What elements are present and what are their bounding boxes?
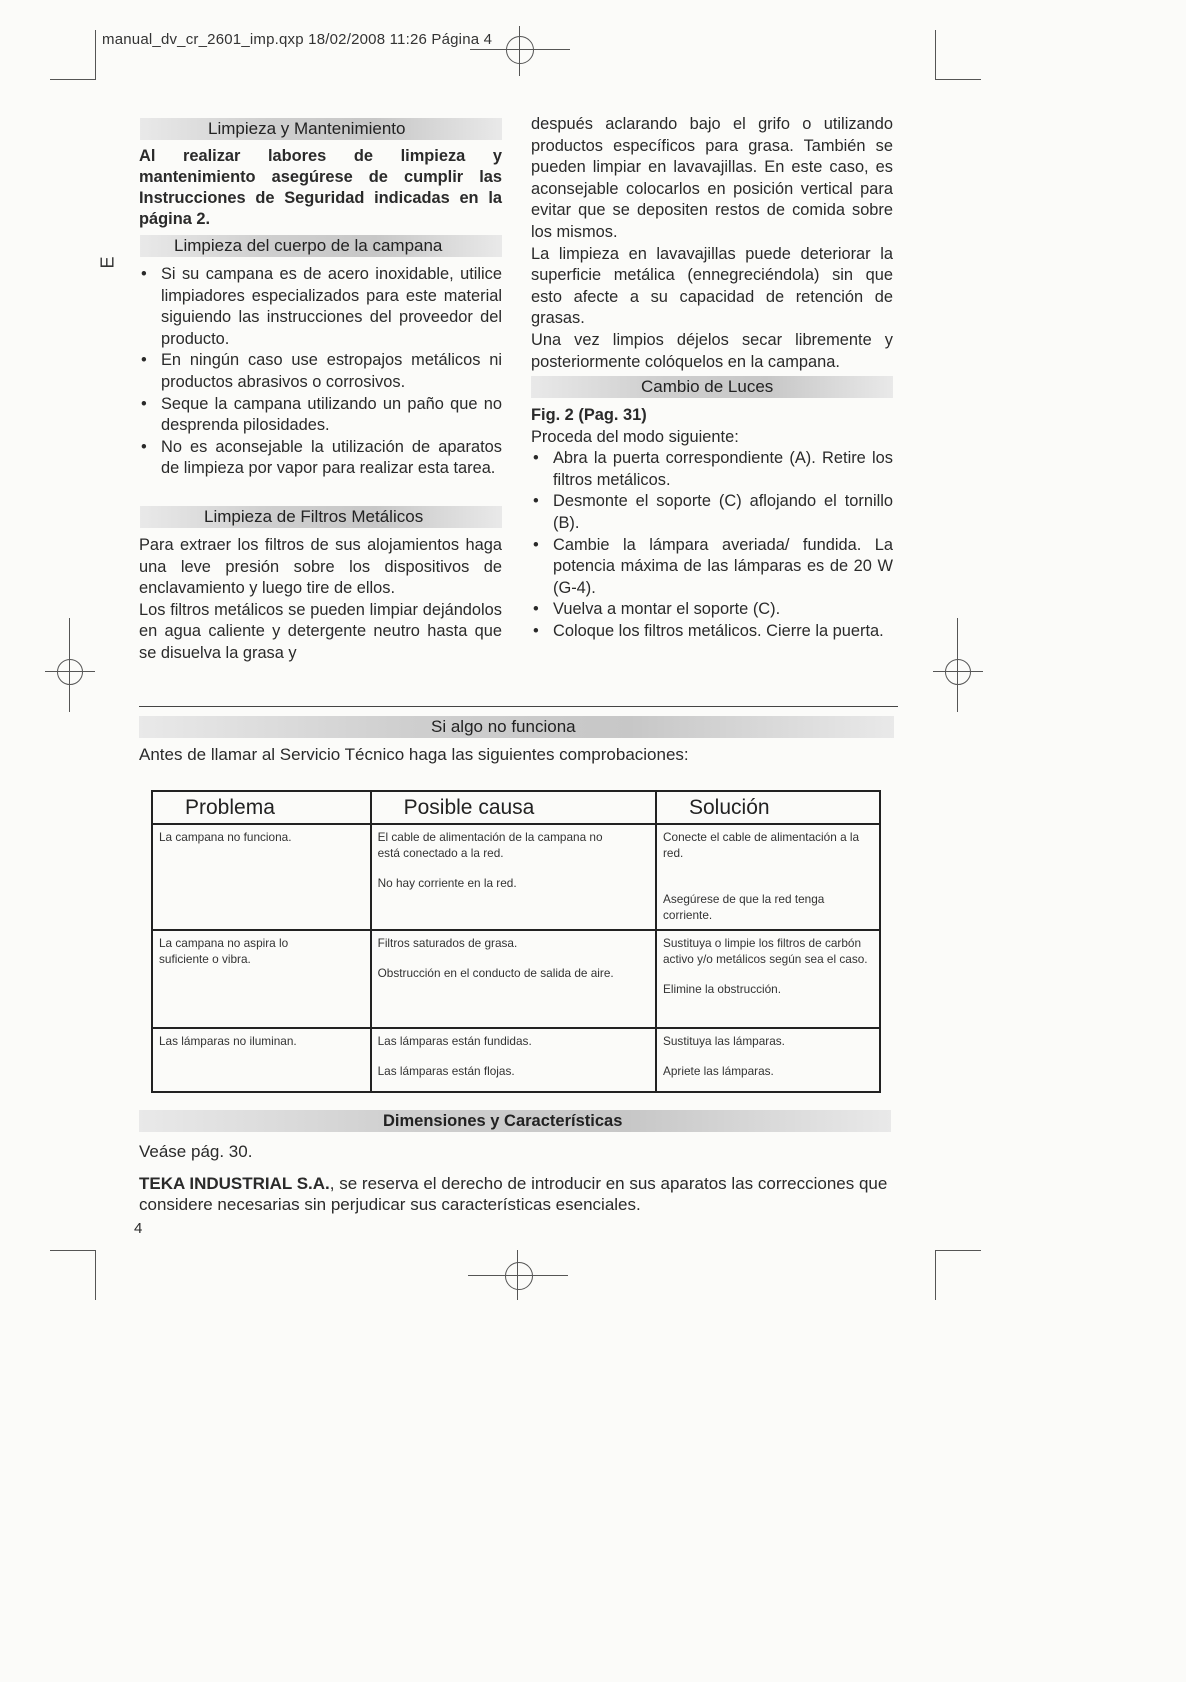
company-notice bbox=[139, 1173, 903, 1215]
list-item: • Desmonte el soporte (C) aflojando el tornillo (B). bbox=[531, 491, 893, 534]
column-header: Problema bbox=[152, 791, 371, 824]
paragraph: después aclarando bajo el grifo o utilizando productos específicos para grasa. También se pueden limpiar en lavavajillas. En este caso, es aconsejable colocarlos en posición vertical para evitar que se depositen restos de comida sobre los mismos. bbox=[531, 115, 893, 241]
solution-cell: Sustituya o limpie los filtros de carbón activo y/o metálicos según sea el caso. bbox=[663, 936, 868, 966]
filters-text bbox=[139, 535, 502, 665]
problem-cell: La campana no funciona. bbox=[159, 830, 292, 844]
list-item: • Vuelva a montar el soporte (C). bbox=[531, 599, 893, 621]
section-header-lights: Cambio de Luces bbox=[531, 376, 893, 398]
crop-mark bbox=[935, 30, 936, 80]
filters-text-continued bbox=[531, 114, 893, 373]
cause-cell: Las lámparas están fundidas. bbox=[377, 1034, 532, 1048]
lights-section bbox=[531, 405, 893, 643]
list-item: • Coloque los filtros metálicos. Cierre la puerta. bbox=[531, 621, 893, 643]
crop-mark bbox=[935, 79, 981, 80]
column-header: Solución bbox=[656, 791, 880, 824]
cause-cell: Filtros saturados de grasa. bbox=[377, 936, 518, 950]
dimensions-reference: Veáse pág. 30. bbox=[139, 1142, 253, 1161]
crop-mark bbox=[50, 1250, 96, 1251]
paragraph: Una vez limpios déjelos secar libremente y posteriormente colóquelos en la campana. bbox=[531, 330, 893, 371]
problem-cell: La campana no aspira lo suficiente o vibra. bbox=[159, 936, 289, 966]
side-tab-language: E bbox=[97, 256, 118, 269]
list-item: • Si su campana es de acero inoxidable, utilice limpiadores especializados para este material siguiendo las instrucciones del proveedor del producto. bbox=[139, 264, 502, 350]
company-name: TEKA INDUSTRIAL S.A. bbox=[139, 1174, 330, 1193]
cause-cell: El cable de alimentación de la campana no está conectado a la red. bbox=[377, 830, 603, 860]
column-header: Posible causa bbox=[371, 791, 656, 824]
list-item: • Cambie la lámpara averiada/ fundida. La potencia máxima de las lámparas es de 20 W (G-4). bbox=[531, 535, 893, 600]
registration-mark bbox=[468, 1250, 568, 1300]
registration-mark bbox=[470, 20, 570, 80]
paragraph: Para extraer los filtros de sus alojamientos haga una leve presión sobre los dispositivos de enclavamiento y luego tire de ellos. bbox=[139, 536, 502, 598]
crop-mark bbox=[935, 1250, 936, 1300]
crop-mark bbox=[95, 30, 96, 80]
solution-cell: Sustituya las lámparas. bbox=[663, 1034, 785, 1048]
cause-cell: Obstrucción en el conducto de salida de aire. bbox=[377, 966, 614, 980]
list-item: • No es aconsejable la utilización de aparatos de limpieza por vapor para realizar esta tarea. bbox=[139, 437, 502, 480]
troubleshooting-table bbox=[151, 790, 881, 1093]
cleaning-intro: Al realizar labores de limpieza y mantenimiento asegúrese de cumplir las Instrucciones de Seguridad indicadas en la página 2. bbox=[139, 147, 502, 228]
list-item: • Abra la puerta correspondiente (A). Retire los filtros metálicos. bbox=[531, 448, 893, 491]
section-header-troubleshooting: Si algo no funciona bbox=[139, 716, 894, 738]
solution-cell: Apriete las lámparas. bbox=[663, 1064, 774, 1078]
solution-cell: Elimine la obstrucción. bbox=[663, 982, 782, 996]
troubleshooting-intro: Antes de llamar al Servicio Técnico haga las siguientes comprobaciones: bbox=[139, 745, 689, 764]
registration-mark bbox=[45, 618, 95, 712]
crop-mark bbox=[95, 1250, 96, 1300]
paragraph: Los filtros metálicos se pueden limpiar dejándolos en agua caliente y detergente neutro hasta que se disuelva la grasa y bbox=[139, 600, 502, 662]
paragraph: La limpieza en lavavajillas puede deteriorar la superficie metálica (ennegreciéndola) sin que esto afecte a su capacidad de retención de grasas. bbox=[531, 244, 893, 328]
section-header-body: Limpieza del cuerpo de la campana bbox=[140, 235, 502, 257]
table-row bbox=[152, 824, 880, 930]
section-header-filters: Limpieza de Filtros Metálicos bbox=[140, 506, 502, 528]
divider bbox=[139, 706, 898, 707]
section-header-cleaning: Limpieza y Mantenimiento bbox=[140, 118, 502, 140]
list-item: • Seque la campana utilizando un paño que no desprenda pilosidades. bbox=[139, 394, 502, 437]
body-cleaning-list bbox=[139, 264, 502, 480]
print-header: manual_dv_cr_2601_imp.qxp 18/02/2008 11:26 Página 4 bbox=[102, 31, 493, 48]
problem-cell: Las lámparas no iluminan. bbox=[159, 1034, 297, 1048]
solution-cell: Asegúrese de que la red tenga corriente. bbox=[663, 892, 825, 922]
crop-mark bbox=[50, 79, 96, 80]
section-header-dimensions: Dimensiones y Características bbox=[139, 1110, 891, 1132]
crop-mark bbox=[935, 1250, 981, 1251]
paragraph: Proceda del modo siguiente: bbox=[531, 427, 739, 446]
list-item: • En ningún caso use estropajos metálicos ni productos abrasivos o corrosivos. bbox=[139, 350, 502, 393]
figure-reference: Fig. 2 (Pag. 31) bbox=[531, 406, 647, 424]
table-row bbox=[152, 930, 880, 1028]
cause-cell: No hay corriente en la red. bbox=[377, 876, 517, 890]
page-number: 4 bbox=[134, 1220, 143, 1237]
table-row bbox=[152, 1028, 880, 1092]
cause-cell: Las lámparas están flojas. bbox=[377, 1064, 515, 1078]
registration-mark bbox=[933, 618, 983, 712]
notice-text: , se reserva el derecho de introducir en sus aparatos las correcciones que considere necesarias sin perjudicar sus características esenciales. bbox=[139, 1174, 888, 1214]
solution-cell: Conecte el cable de alimentación a la red. bbox=[663, 830, 860, 860]
